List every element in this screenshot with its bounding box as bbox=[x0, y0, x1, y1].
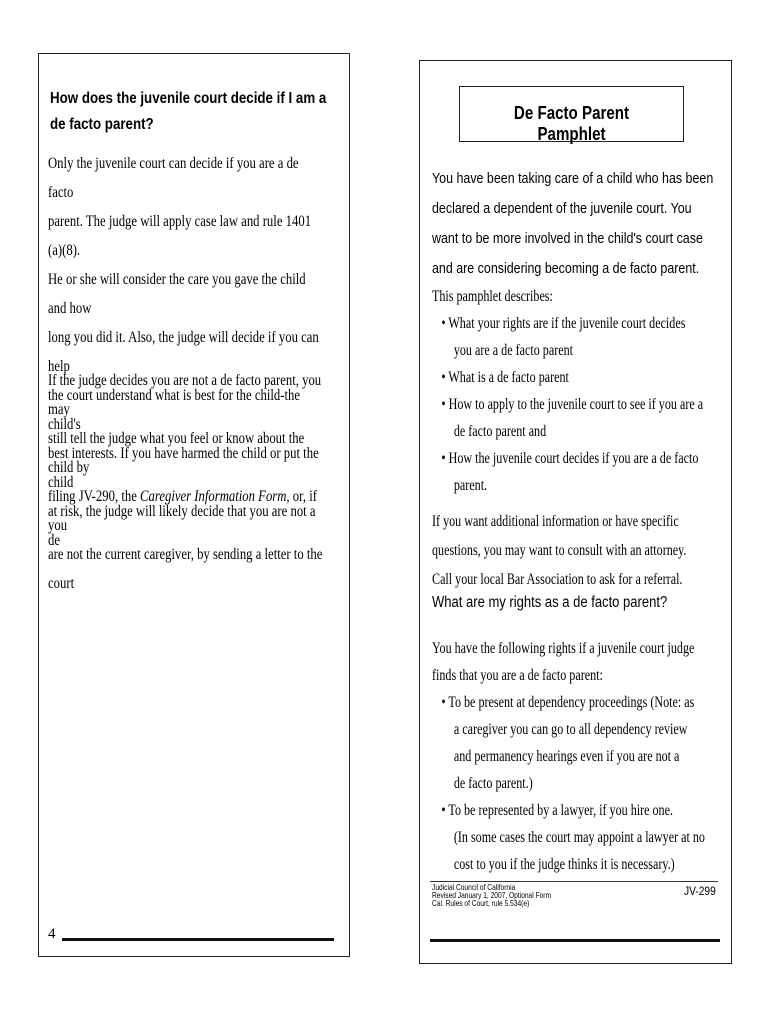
bullet-item: • How to apply to the juvenile court to see if you are a bbox=[441, 396, 704, 413]
text-line: declared a dependent of the juvenile court. You bbox=[432, 200, 692, 217]
bullet-item: • What is a de facto parent bbox=[441, 369, 569, 386]
bullet-item: a caregiver you can go to all dependency review bbox=[453, 721, 688, 738]
rights-heading: What are my rights as a de facto parent? bbox=[432, 594, 668, 611]
bullet-item: • To be represented by a lawyer, if you hire one. bbox=[441, 802, 673, 819]
text-span: filing JV-290, the bbox=[48, 488, 141, 505]
heading-line: How does the juvenile court decide if I am a bbox=[50, 90, 327, 107]
text-line: parent. The judge will apply case law and rule 1401 (a)(8). bbox=[48, 213, 312, 259]
bullet-item: • To be present at dependency proceedings (Note: as bbox=[441, 694, 695, 711]
bullet-item: you are a de facto parent bbox=[453, 342, 573, 359]
bullet-item: and permanency hearings even if you are not a bbox=[453, 748, 680, 765]
right-page bbox=[419, 60, 732, 964]
bullet-item: • What your rights are if the juvenile court decides bbox=[441, 315, 686, 332]
intro-clip bbox=[420, 164, 732, 276]
rights-section bbox=[432, 635, 713, 878]
advice-section bbox=[432, 507, 713, 594]
text-line: Call your local Bar Association to ask for a referral. bbox=[432, 571, 683, 588]
text-line: long you did it. Also, the judge will decide if you can help bbox=[48, 329, 319, 375]
bullet-item: de facto parent and bbox=[453, 423, 547, 440]
text-line: If the judge decides you are not a de facto parent, you may bbox=[48, 372, 322, 418]
text-span: or, if you bbox=[48, 488, 317, 534]
text-line: finds that you are a de facto parent: bbox=[432, 667, 603, 684]
text-line: court bbox=[48, 575, 75, 592]
text-line: want to be more involved in the child's court case bbox=[432, 230, 703, 247]
left-page bbox=[38, 53, 350, 957]
text-line bbox=[48, 482, 327, 540]
text-line: If you want additional information or have specific bbox=[432, 513, 679, 530]
bullet-item: de facto parent.) bbox=[453, 775, 533, 792]
text-line: at risk, the judge will likely decide that you are not a de bbox=[48, 503, 316, 549]
text-line: and are considering becoming a de facto parent. bbox=[432, 260, 700, 277]
footer-line-text: Revised January 1, 2007, Optional Form bbox=[432, 890, 552, 900]
text-line: are not the current caregiver, by sending a letter to the bbox=[48, 546, 323, 563]
text-line: This pamphlet describes: bbox=[432, 288, 553, 305]
footer-rule bbox=[430, 939, 720, 942]
text-line: the court understand what is best for the child-the child's bbox=[48, 387, 301, 433]
page-number: 4 bbox=[48, 926, 56, 942]
heading-line: de facto parent? bbox=[50, 116, 154, 133]
bullet-item: cost to you if the judge thinks it is necessary.) bbox=[453, 856, 675, 873]
text-line: Only the juvenile court can decide if you are a de facto bbox=[48, 155, 299, 201]
text-line: You have the following rights if a juvenile court judge bbox=[432, 640, 695, 657]
text-line: He or she will consider the care you gave the child and how bbox=[48, 271, 306, 317]
text-line: still tell the judge what you feel or know about the child by bbox=[48, 430, 305, 476]
text-line: You have been taking care of a child who has been bbox=[432, 170, 714, 187]
bullet-item: (In some cases the court may appoint a lawyer at no bbox=[453, 829, 705, 846]
bullet-item: • How the juvenile court decides if you are a de facto bbox=[441, 450, 699, 467]
footer-line-text: Judicial Council of California bbox=[432, 882, 516, 892]
text-line: questions, you may want to consult with an attorney. bbox=[432, 542, 687, 559]
describes-section bbox=[432, 283, 713, 499]
form-title: Caregiver Information Form, bbox=[140, 488, 290, 505]
footer-line-text: Cal. Rules of Court, rule 5.534(e) bbox=[432, 898, 530, 908]
title-box bbox=[459, 86, 684, 142]
left-heading bbox=[50, 86, 334, 138]
footer-citation bbox=[432, 883, 588, 907]
para2 bbox=[48, 366, 327, 598]
form-number: JV-299 bbox=[684, 884, 716, 898]
footer-rule bbox=[62, 938, 334, 941]
text-line: best interests. If you have harmed the child or put the child bbox=[48, 445, 319, 491]
pamphlet-title: De Facto Parent Pamphlet bbox=[513, 103, 630, 144]
bullet-item: parent. bbox=[453, 477, 488, 494]
intro-paragraph bbox=[432, 164, 714, 284]
